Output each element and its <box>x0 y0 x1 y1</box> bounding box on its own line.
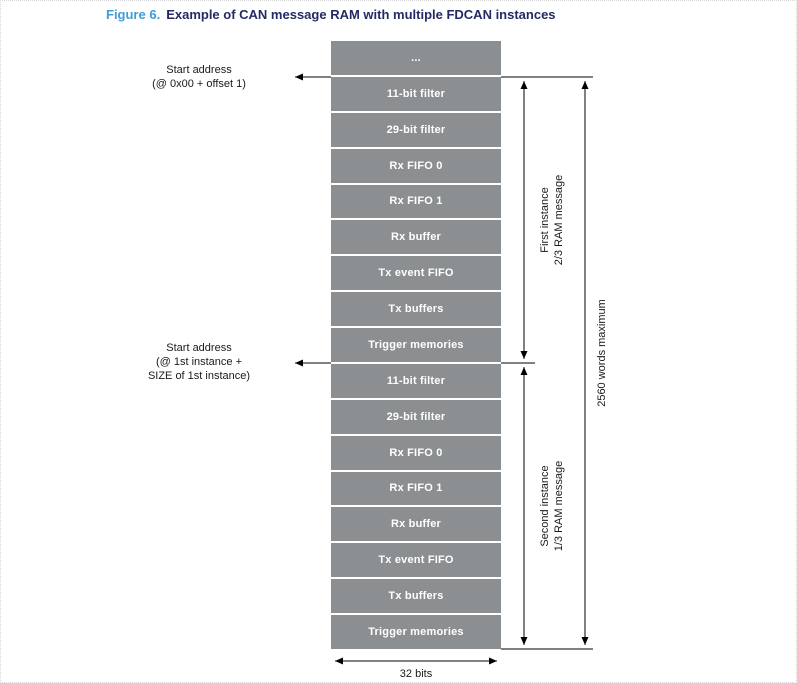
ram-block: 29-bit filter <box>331 113 501 147</box>
ram-block: Rx FIFO 0 <box>331 436 501 470</box>
ram-block: Tx event FIFO <box>331 256 501 290</box>
figure-number: Figure 6. <box>106 7 161 22</box>
figure-caption <box>106 7 556 22</box>
second-instance-line2: 1/3 RAM message <box>553 460 565 552</box>
ram-block: Trigger memories <box>331 615 501 649</box>
first-instance-label <box>538 175 566 265</box>
ram-block: Rx FIFO 1 <box>331 185 501 219</box>
first-instance-line2: 2/3 RAM message <box>553 174 565 266</box>
start-address-2-label <box>119 341 279 383</box>
ram-block: Tx buffers <box>331 292 501 326</box>
ram-block: Rx FIFO 1 <box>331 472 501 506</box>
ram-block: Tx event FIFO <box>331 543 501 577</box>
start-address-2-line1: Start address <box>166 342 232 354</box>
ram-block: Rx buffer <box>331 507 501 541</box>
ram-block: 11-bit filter <box>331 364 501 398</box>
first-instance-line1: First instance <box>539 187 551 253</box>
ram-block: 29-bit filter <box>331 400 501 434</box>
second-instance-line1: Second instance <box>539 465 551 547</box>
second-instance-label <box>538 461 566 551</box>
figure-title: Example of CAN message RAM with multiple FDCAN instances <box>166 7 556 22</box>
start-address-2-line2: (@ 1st instance + <box>155 356 243 368</box>
ram-block: 11-bit filter <box>331 77 501 111</box>
ram-block: Rx FIFO 0 <box>331 149 501 183</box>
start-address-2-line3: SIZE of 1st instance) <box>147 370 251 382</box>
ram-block: Rx buffer <box>331 220 501 254</box>
total-size-label: 2560 words maximum <box>596 299 608 407</box>
start-address-1-label <box>119 63 279 91</box>
start-address-1-line2: (@ 0x00 + offset 1) <box>152 78 246 90</box>
bus-width-label: 32 bits <box>399 668 433 680</box>
ram-block: Trigger memories <box>331 328 501 362</box>
start-address-1-line1: Start address <box>166 64 232 76</box>
ram-block: Tx buffers <box>331 579 501 613</box>
ram-column <box>331 41 501 649</box>
ram-block: ... <box>331 41 501 75</box>
